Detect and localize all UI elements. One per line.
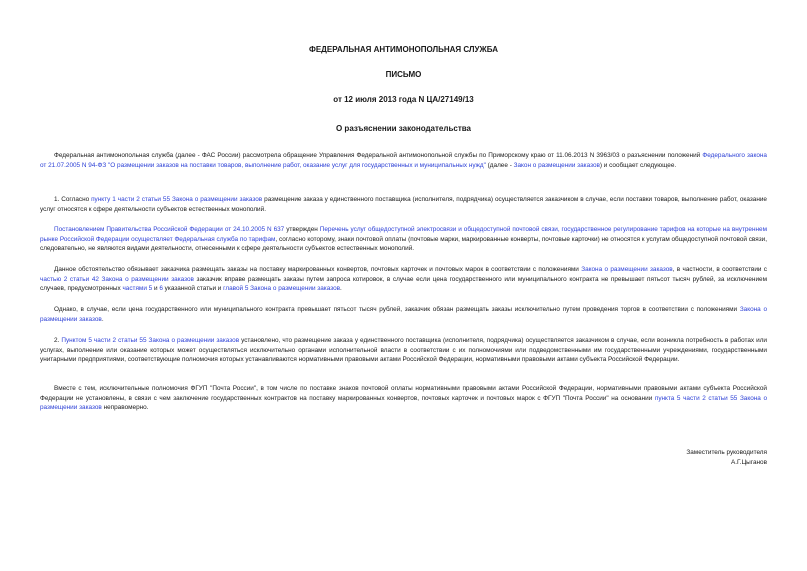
legal-reference-link[interactable]: Закона о размещении заказов bbox=[581, 266, 673, 273]
paragraph-text: неправомерно. bbox=[101, 404, 149, 412]
paragraph-text: утвержден bbox=[284, 226, 320, 233]
paragraph-text: Данное обстоятельство обязывает заказчика размещать заказы на поставку маркированных конвертов, почтовых карточек и почтовых марок в соответствии с положениями bbox=[54, 266, 582, 273]
document-date-number: от 12 июля 2013 года N ЦА/27149/13 bbox=[333, 95, 474, 104]
legal-reference-link[interactable]: 6 bbox=[159, 285, 163, 293]
legal-reference-link[interactable]: Федерального закона от 21.07.2005 N 94-ФЗ "О размещении заказов на поставки товаров, выполнение работ, оказание услуг для государственных и муниципальных нужд" bbox=[40, 152, 767, 169]
paragraph-text: ) и сообщает следующее. bbox=[599, 161, 677, 169]
paragraph-text: . bbox=[101, 315, 104, 323]
paragraph-text: 2. bbox=[54, 337, 62, 344]
paragraph-text: установлено, что размещение заказа у единственного поставщика (исполнителя, подрядчика) осуществляется заказчиком в случае, если возникла потребность в работах или услугах, выполнение или оказание которых может осуществляться исключительно органами исполнительной власти в соответствии с их полномочиями или подведомственными им государственными учреждениями, государственными унитарными предприятиями, соответствующие полномочия которых устанавливаются нормативными правовыми актами Российской Федерации, нормативными правовыми актами субъекта Российской Федерации. bbox=[40, 337, 768, 364]
agency-name: ФЕДЕРАЛЬНАЯ АНТИМОНОПОЛЬНАЯ СЛУЖБА bbox=[309, 45, 498, 54]
paragraph-intro bbox=[40, 151, 767, 170]
legal-reference-link[interactable]: частью 2 статьи 42 Закона о размещении заказов bbox=[40, 275, 194, 283]
legal-reference-link[interactable]: Закона о размещении заказов bbox=[40, 306, 767, 323]
legal-reference-link[interactable]: главой 5 Закона о размещении заказов bbox=[223, 285, 341, 293]
paragraph-text: . bbox=[340, 285, 342, 293]
paragraph-text: (далее - bbox=[485, 161, 514, 169]
legal-reference-link[interactable]: частями 5 bbox=[122, 285, 153, 293]
paragraph-text: размещение заказа у единственного поставщика (исполнителя, подрядчика) осуществляется заказчиком в случае, если поставки товаров, выполнение работ, оказание услуг относятся к сфере деятельности субъектов естественных монополий. bbox=[40, 196, 767, 213]
paragraph-5 bbox=[40, 336, 767, 365]
legal-reference-link[interactable]: Закон о размещении заказов bbox=[513, 161, 600, 169]
paragraph-text: 1. Согласно bbox=[54, 196, 92, 203]
document-subject: О разъяснении законодательства bbox=[335, 124, 472, 133]
signature-name: А.Г.Цыганов bbox=[730, 459, 767, 466]
paragraph-text: , в частности, в соответствии с bbox=[672, 266, 767, 273]
paragraph-text: указанной статьи и bbox=[162, 285, 224, 293]
paragraph-text: и bbox=[152, 285, 160, 293]
paragraph-6 bbox=[40, 384, 767, 413]
legal-reference-link[interactable]: пункту 1 части 2 статьи 55 Закона о размещении заказов bbox=[91, 196, 263, 203]
paragraph-text: Вместе с тем, исключительные полномочия ФГУП "Почта России", в том числе по поставке знаков почтовой оплаты нормативными правовыми актами Российской Федерации, нормативными правовыми актами субъекта Российской Федерации не установлены, в связи с чем заключение государственных контрактов на поставку маркированных конвертов, почтовых карточек и почтовых марок с ФГУП "Почта России" на основании bbox=[40, 385, 767, 402]
paragraph-1 bbox=[40, 195, 767, 214]
legal-reference-link[interactable]: Перечень услуг общедоступной электросвязи и общедоступной почтовой связи, государственное регулирование тарифов на которые на внутреннем рынке Российской Федерации осуществляет Федеральная служба по тарифам bbox=[40, 226, 767, 243]
document-type: ПИСЬМО bbox=[385, 70, 422, 79]
legal-reference-link[interactable]: Постановлением Правительства Российской Федерации от 24.10.2005 N 637 bbox=[54, 226, 285, 233]
paragraph-text: , согласно которому, знаки почтовой оплаты (почтовые марки, маркированные конверты, почтовые карточки) не относятся к услугам общедоступной почтовой связи, следовательно, не являются видами деятельности, отнесенными к сфере деятельности субъектов естественных монополий. bbox=[40, 235, 767, 253]
paragraph-3 bbox=[40, 265, 767, 294]
paragraph-text: Однако, в случае, если цена государственного или муниципального контракта превышает пятьсот тысяч рублей, заказчик обязан размещать заказы исключительно путем проведения торгов в соответствии с положениями bbox=[54, 306, 740, 313]
paragraph-2 bbox=[40, 225, 767, 254]
legal-reference-link[interactable]: Пунктом 5 части 2 статьи 55 Закона о размещении заказов bbox=[61, 337, 240, 344]
paragraph-4 bbox=[40, 305, 767, 324]
paragraph-text: Федеральная антимонопольная служба (далее - ФАС России) рассмотрела обращение Управления Федеральной антимонопольной службы по Приморскому краю от 11.06.2013 N 3963/03 о разъяснении положений bbox=[54, 152, 703, 159]
paragraph-text: заказчик вправе размещать заказы путем запроса котировок, в случае если цена государственного или муниципального контракта не превышает пятьсот тысяч рублей, за исключением случаев, предусмотренных bbox=[40, 275, 767, 293]
signature-position: Заместитель руководителя bbox=[686, 449, 767, 456]
legal-reference-link[interactable]: пункта 5 части 2 статьи 55 Закона о размещении заказов bbox=[40, 394, 767, 412]
